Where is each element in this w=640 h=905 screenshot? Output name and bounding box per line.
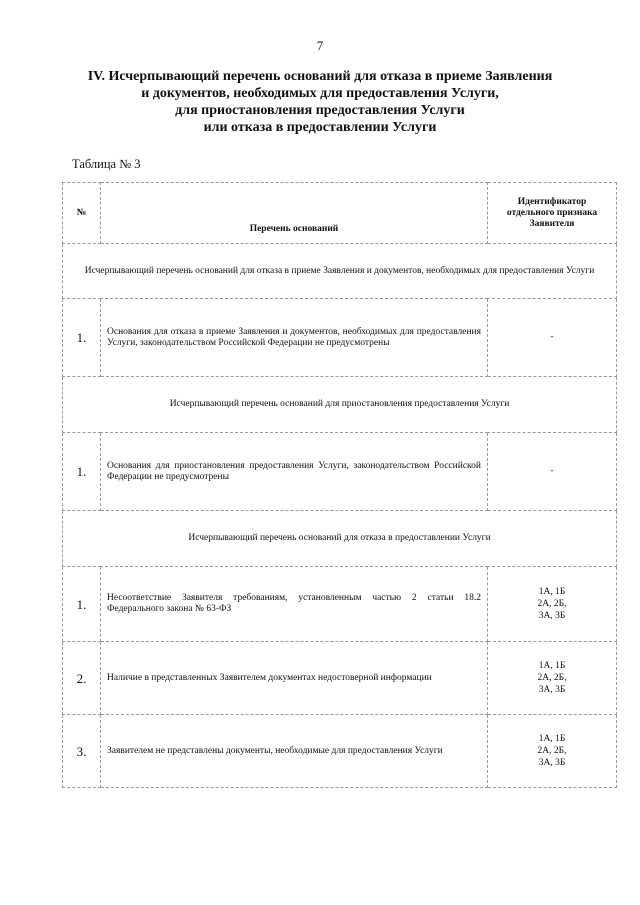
table-row [63,642,617,715]
section-row [63,511,617,567]
table-row [63,715,617,788]
section-row [63,244,617,299]
table-row [63,433,617,511]
section-title: Исчерпывающий перечень оснований для приостановления предоставления Услуги [63,377,617,433]
title-line: и документов, необходимых для предоставления Услуги, [141,86,499,101]
section-row [63,377,617,433]
row-reason: Основания для отказа в приеме Заявления и документов, необходимых для предоставления Услуги, законодательством Российской Федерации не предусмотрены [101,299,488,377]
row-reason: Наличие в представленных Заявителем документах недостоверной информации [101,642,488,715]
row-reason: Заявителем не представлены документы, необходимые для предоставления Услуги [101,715,488,788]
identifier-line: 2А, 2Б, [537,746,567,756]
row-identifier: - [488,299,617,377]
identifier-line: 3А, 3Б [538,685,566,695]
row-identifier [488,567,617,642]
row-number: 3. [63,715,101,788]
identifier-line: 3А, 3Б [538,758,566,768]
row-reason: Основания для приостановления предоставления Услуги, законодательством Российской Федерации не предусмотрены [101,433,488,511]
row-identifier [488,642,617,715]
row-number: 1. [63,299,101,377]
section-title: Исчерпывающий перечень оснований для отказа в предоставлении Услуги [63,511,617,567]
header-num: № [63,183,101,244]
header-reasons: Перечень оснований [101,183,488,244]
page-title [40,68,600,136]
title-line: или отказа в предоставлении Услуги [203,120,437,135]
table-row [63,299,617,377]
identifier-line: 1А, 1Б [538,734,566,744]
identifier-line: 3А, 3Б [538,611,566,621]
row-identifier [488,715,617,788]
header-identifier: Идентификатор отдельного признака Заявителя [488,183,617,244]
identifier-line: 1А, 1Б [538,661,566,671]
section-title: Исчерпывающий перечень оснований для отказа в приеме Заявления и документов, необходимых для предоставления Услуги [63,244,617,299]
row-identifier: - [488,433,617,511]
title-line: для приостановления предоставления Услуги [175,103,465,118]
table-header-row [63,183,617,244]
identifier-line: 1А, 1Б [538,587,566,597]
table-caption: Таблица № 3 [72,157,141,171]
row-number: 2. [63,642,101,715]
row-reason: Несоответствие Заявителя требованиям, установленным частью 2 статьи 18.2 Федерального закона № 63-ФЗ [101,567,488,642]
table-row [63,567,617,642]
reasons-table [62,182,617,788]
row-number: 1. [63,433,101,511]
page-number: 7 [316,38,324,53]
identifier-line: 2А, 2Б, [537,599,567,609]
identifier-line: 2А, 2Б, [537,673,567,683]
title-line: IV. Исчерпывающий перечень оснований для отказа в приеме Заявления [87,69,553,84]
row-number: 1. [63,567,101,642]
